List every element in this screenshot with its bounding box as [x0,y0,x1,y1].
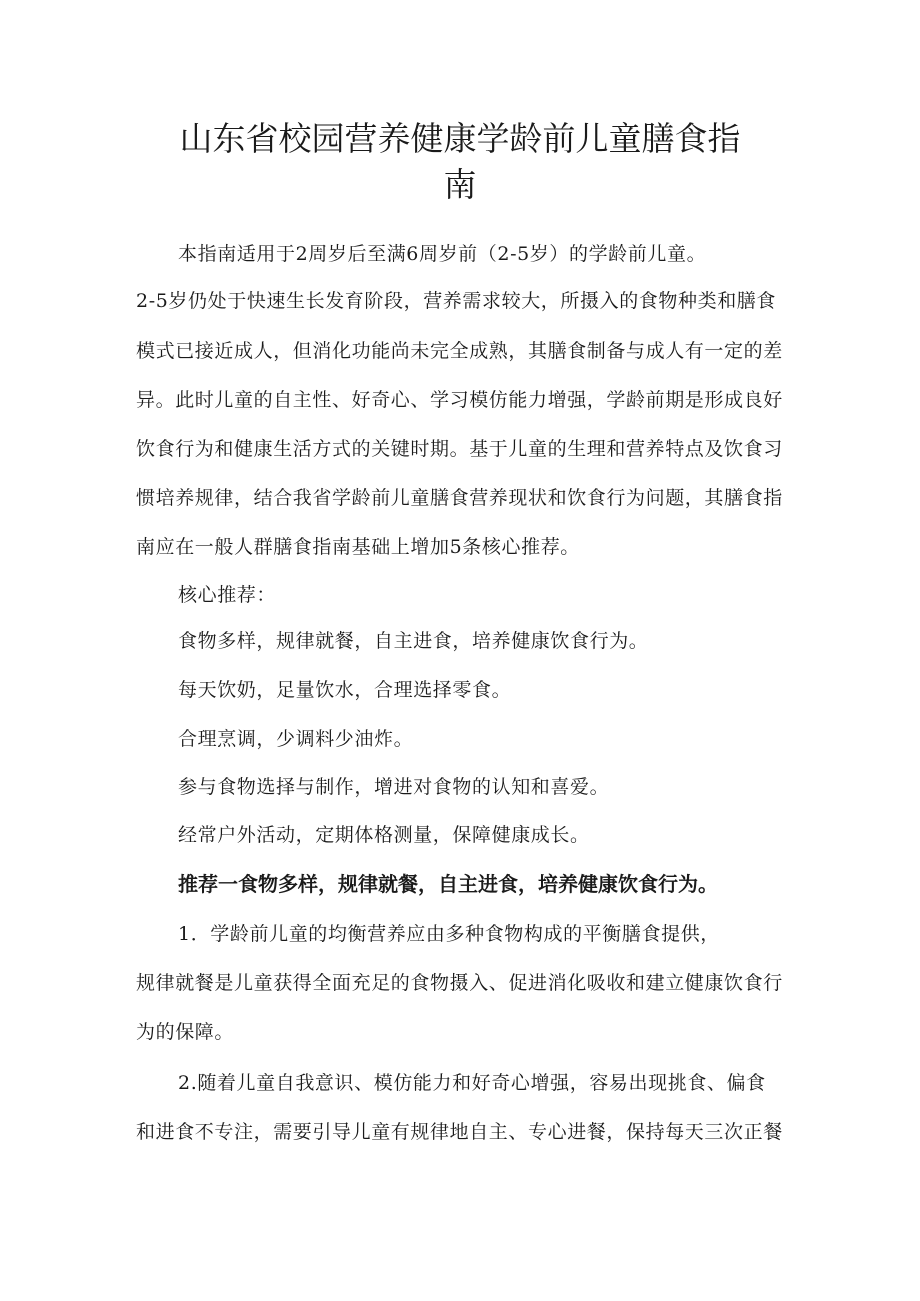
body-paragraph-line: 模式已接近成人，但消化功能尚未完全成熟，其膳食制备与成人有一定的差 [136,340,783,362]
core-recommendation-item: 参与食物选择与制作，增进对食物的认知和喜爱。 [178,776,610,798]
body-paragraph-line: 惯培养规律，结合我省学龄前儿童膳食营养现状和饮食行为问题，其膳食指 [136,487,783,509]
point-one-line: 规律就餐是儿童获得全面充足的食物摄入、促进消化吸收和建立健康饮食行 [136,972,783,994]
core-recommendation-item: 每天饮奶，足量饮水，合理选择零食。 [178,679,512,701]
body-paragraph-line: 2-5岁仍处于快速生长发育阶段，营养需求较大，所摄入的食物种类和膳食 [136,290,776,312]
core-recommendation-item: 食物多样，规律就餐，自主进食，培养健康饮食行为。 [178,630,649,652]
core-recommendation-item: 合理烹调，少调料少油炸。 [178,728,414,750]
body-paragraph-line: 异。此时儿童的自主性、好奇心、学习模仿能力增强，学龄前期是形成良好 [136,389,783,411]
intro-paragraph: 本指南适用于2周岁后至满6周岁前（2-5岁）的学龄前儿童。 [178,243,707,265]
recommendation-one-heading: 推荐一食物多样，规律就餐，自主进食，培养健康饮食行为。 [178,872,718,896]
point-two-line: 2.随着儿童自我意识、模仿能力和好奇心增强，容易出现挑食、偏食 [178,1072,766,1094]
body-paragraph-line: 饮食行为和健康生活方式的关键时期。基于儿童的生理和营养特点及饮食习 [136,438,783,460]
core-recommendations-label: 核心推荐： [178,584,277,606]
point-two-line: 和进食不专注，需要引导儿童有规律地自主、专心进餐，保持每天三次正餐 [136,1121,783,1143]
point-one-line: 1．学龄前儿童的均衡营养应由多种食物构成的平衡膳食提供， [178,923,720,945]
core-recommendation-item: 经常户外活动，定期体格测量，保障健康成长。 [178,824,590,846]
document-title-line-2: 南 [443,165,477,204]
body-paragraph-line: 南应在一般人群膳食指南基础上增加5条核心推荐。 [136,536,580,558]
point-one-line: 为的保障。 [136,1021,235,1043]
document-title-line-1: 山东省校园营养健康学龄前儿童膳食指 [179,119,741,158]
